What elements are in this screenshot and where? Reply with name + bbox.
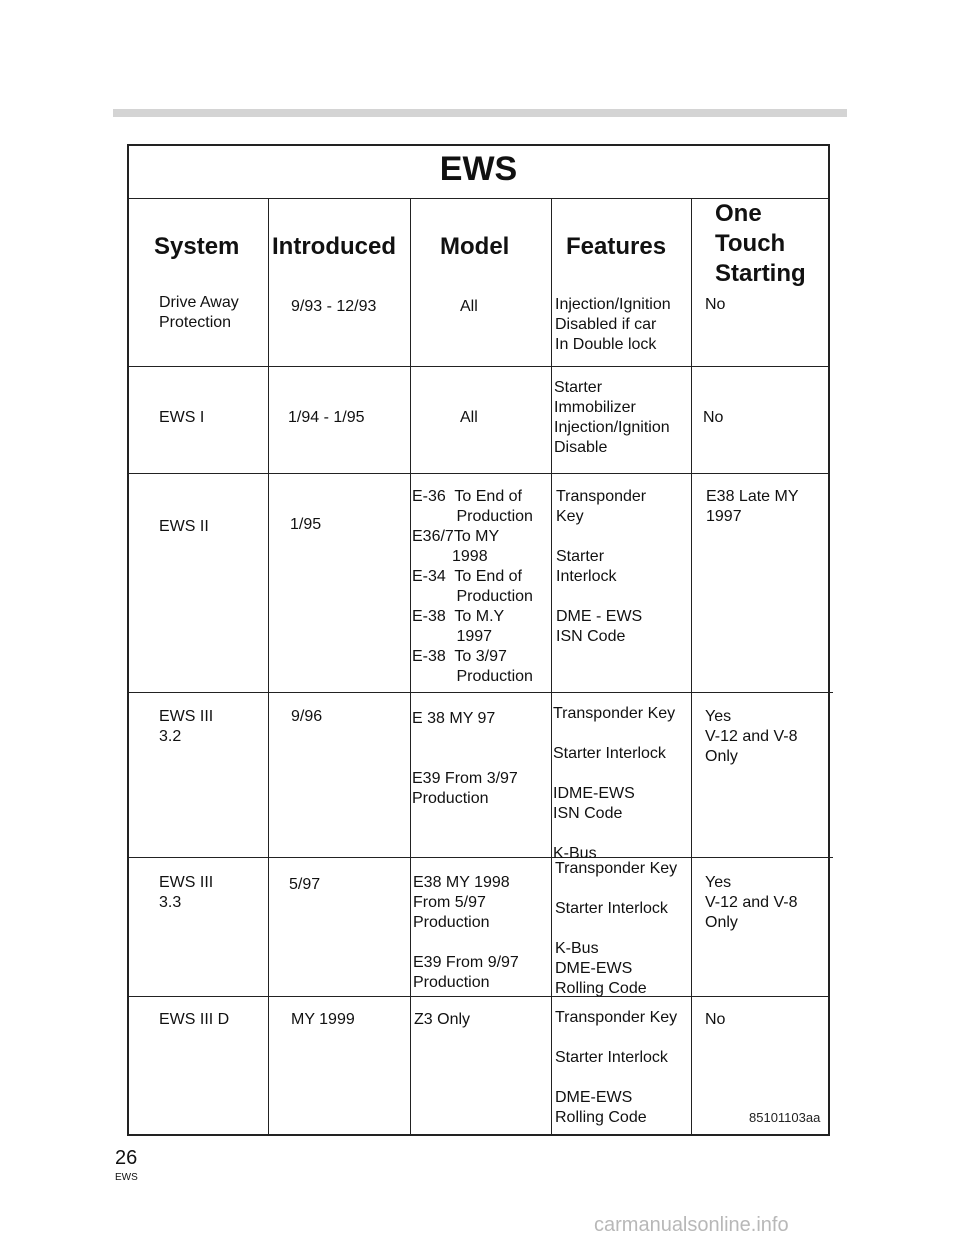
cell-model: All (460, 409, 478, 426)
cell-one-touch: E38 Late MY 1997 (706, 488, 799, 525)
row-divider (127, 996, 830, 997)
watermark: carmanualsonline.info (594, 1214, 789, 1236)
column-divider (551, 198, 552, 1135)
cell-introduced: MY 1999 (291, 1011, 355, 1028)
cell-system: Drive Away Protection (159, 294, 239, 331)
cell-one-touch: No (703, 409, 724, 426)
column-divider (691, 198, 692, 1135)
cell-introduced: 9/93 - 12/93 (291, 298, 377, 315)
cell-one-touch: Yes V-12 and V-8 Only (705, 708, 798, 765)
figure-id: 85101103aa (749, 1110, 821, 1125)
cell-introduced: 1/95 (290, 516, 322, 533)
page-number: 26 (115, 1147, 138, 1169)
cell-model: Z3 Only (414, 1011, 471, 1028)
cell-system: EWS II (159, 518, 209, 535)
cell-features: Transponder Key Starter Interlock DME-EWS Rolling Code (555, 1009, 678, 1126)
cell-system: EWS III 3.2 (159, 708, 214, 745)
cell-features: Transponder Key Starter Interlock DME - EWS ISN Code (556, 488, 647, 645)
cell-introduced: 5/97 (289, 876, 321, 893)
row-divider (127, 692, 833, 693)
cell-one-touch: No (705, 1011, 726, 1028)
row-divider (127, 473, 830, 474)
cell-model: E38 MY 1998 From 5/97 Production E39 From 9/97 Production (413, 874, 519, 991)
row-divider (127, 366, 830, 367)
cell-one-touch: Yes V-12 and V-8 Only (705, 874, 798, 931)
cell-features: Transponder Key Starter Interlock K-Bus DME-EWS Rolling Code (555, 860, 678, 997)
row-divider (127, 857, 833, 858)
header-model: Model (440, 233, 510, 260)
cell-system: EWS III 3.3 (159, 874, 214, 911)
cell-model: E 38 MY 97 E39 From 3/97 Production (412, 710, 518, 807)
cell-model: All (460, 298, 478, 315)
cell-features: Starter Immobilizer Injection/Ignition Disable (554, 379, 670, 456)
header-introduced: Introduced (272, 233, 396, 260)
header-features: Features (566, 233, 667, 260)
cell-one-touch: No (705, 296, 726, 313)
header-one-touch-starting: One Touch Starting (715, 200, 806, 287)
cell-model: E-36 To End of Production E36/7To MY 1998 E-34 To End of Production E-38 To M.Y 1997 E-38 To 3/97 Production (412, 488, 533, 685)
header-system: System (154, 233, 240, 260)
table-title: EWS (439, 150, 518, 188)
cell-system: EWS I (159, 409, 205, 426)
cell-introduced: 9/96 (291, 708, 323, 725)
cell-features: Transponder Key Starter Interlock IDME-EWS ISN Code K-Bus (553, 705, 676, 862)
page-label: EWS (115, 1172, 138, 1183)
cell-system: EWS III D (159, 1011, 230, 1028)
column-divider (410, 198, 411, 1135)
column-divider (268, 198, 269, 1135)
top-rule (113, 109, 847, 117)
cell-introduced: 1/94 - 1/95 (288, 409, 365, 426)
cell-features: Injection/Ignition Disabled if car In Double lock (555, 296, 671, 353)
